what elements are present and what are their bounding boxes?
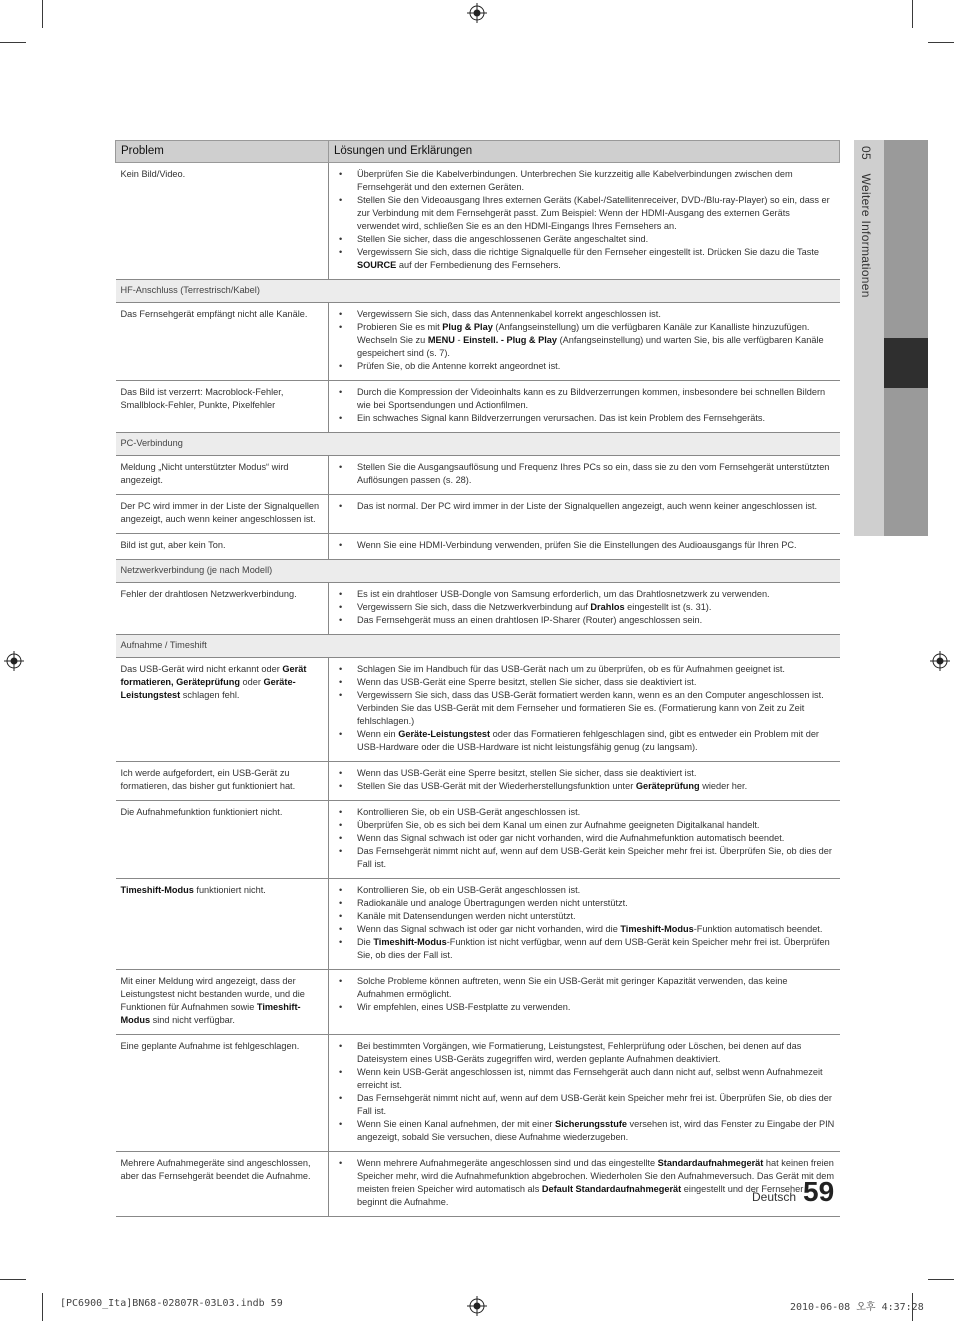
column-header-solutions: Lösungen und Erklärungen (329, 141, 840, 163)
table-row (116, 534, 840, 560)
solution-cell (329, 303, 840, 381)
solution-list (335, 1040, 835, 1144)
solution-item (335, 500, 835, 513)
text-run: (Anfangseinstellung) und warten Sie, bis alle verfügbaren Kanäle gespeichert sind (s. 7). (357, 335, 824, 358)
solution-item (335, 845, 835, 871)
text-run: Überprüfen Sie, ob es sich bei dem Kanal um einen zur Aufnahme geeigneten Digitalkanal handelt. (357, 820, 760, 830)
problem-cell (116, 495, 329, 534)
text-run: (Anfangseinstellung) um die verfügbaren Kanäle zur Kanalliste hinzuzufügen. Wechseln Sie zu (357, 322, 810, 345)
registration-mark-icon (930, 651, 950, 671)
text-run: Das Bild ist verzerrt: Macroblock-Fehler, Smallblock-Fehler, Punkte, Pixelfehler (120, 387, 284, 410)
text-run: Vergewissern Sie sich, dass die Netzwerkverbindung auf (357, 602, 591, 612)
solution-item (335, 360, 835, 373)
table-row (116, 801, 840, 879)
solution-cell (329, 1035, 840, 1152)
solution-item (335, 806, 835, 819)
section-label: PC-Verbindung (116, 433, 840, 456)
solution-cell (329, 583, 840, 635)
solution-cell (329, 762, 840, 801)
problem-cell (116, 163, 329, 280)
bold-term: Sicherungsstufe (555, 1119, 627, 1129)
solution-list (335, 884, 835, 962)
bold-term: Geräte-Leistungstest (398, 729, 491, 739)
table-row (116, 303, 840, 381)
text-run: Schlagen Sie im Handbuch für das USB-Gerät nach um zu überprüfen, ob es für Aufnahmen geeignet ist. (357, 664, 785, 674)
solution-item (335, 780, 835, 793)
problem-cell (116, 879, 329, 970)
section-label: Aufnahme / Timeshift (116, 635, 840, 658)
text-run: Kontrollieren Sie, ob ein USB-Gerät angeschlossen ist. (357, 807, 581, 817)
problem-cell (116, 456, 329, 495)
text-run: Es ist ein drahtloser USB-Dongle von Samsung erforderlich, um das Drahtlosnetzwerk zu verwenden. (357, 589, 770, 599)
solution-item (335, 588, 835, 601)
text-run: -Funktion automatisch beendet. (693, 924, 823, 934)
chapter-title: Weitere Informationen (859, 173, 873, 298)
text-run: Die Aufnahmefunktion funktioniert nicht. (120, 807, 283, 817)
bold-term: Drahlos (590, 602, 625, 612)
text-run: Wenn mehrere Aufnahmegeräte angeschlossen sind und das eingestellte (357, 1158, 658, 1168)
text-run: Vergewissern Sie sich, dass das USB-Gerät formatiert werden kann, wenn es an den Computer angeschlossen ist. Verbinden Sie das USB-Gerät mit dem Fernseher und formatieren Sie es. (Formatierung kann von Zeit zu Zeit fehlschlagen.) (357, 690, 824, 726)
section-row (116, 280, 840, 303)
text-run: Wir empfehlen, eines USB-Festplatte zu verwenden. (357, 1002, 571, 1012)
print-file-info: [PC6900_Ita]BN68-02807R-03L03.indb 59 (60, 1298, 283, 1309)
text-run: Radiokanäle und analoge Übertragungen werden nicht unterstützt. (357, 898, 628, 908)
text-run: Das Fernsehgerät nimmt nicht auf, wenn auf dem USB-Gerät kein Speicher mehr frei ist. Überprüfen Sie, ob dies der Fall ist. (357, 1093, 832, 1116)
solution-item (335, 233, 835, 246)
bold-term: MENU (427, 335, 455, 345)
solution-item (335, 1092, 835, 1118)
text-run: eingestellt und der Fernseher beginnt die Aufnahme. (357, 1184, 804, 1207)
text-run: Wenn das Signal schwach ist oder gar nicht vorhanden, wird die Aufnahmefunktion automatisch beendet. (357, 833, 785, 843)
solution-list (335, 500, 835, 513)
solution-item (335, 461, 835, 487)
text-run: schlagen fehl. (180, 690, 240, 700)
solution-item (335, 1066, 835, 1092)
table-row (116, 583, 840, 635)
solution-cell (329, 495, 840, 534)
column-header-problem: Problem (116, 141, 329, 163)
solution-list (335, 386, 835, 425)
bold-term: Geräteprüfung (635, 781, 700, 791)
text-run: hat keinen freien Speicher mehr, wird die Aufnahmefunktion abgebrochen. Wiederholen Sie den Aufnahmeversuch. Das Gerät mit dem meisten freien Speicher wird automatisch als (357, 1158, 834, 1194)
text-run: Stellen Sie den Videoausgang Ihres externen Geräts (Kabel-/Satellitenreceiver, DVD-/Blu-ray-Player) so ein, dass er zur Verbindung mit dem Fernsehgerät passt. Zum Beispiel: Wenn der HDMI-Ausgang des externen Geräts verwendet wird, schließen Sie es an den HDMI-Eingangs Ihres Fernsehers an. (357, 195, 830, 231)
bold-term: Standardaufnahmegerät (657, 1158, 764, 1168)
solution-item (335, 1118, 835, 1144)
text-run: Wenn Sie eine HDMI-Verbindung verwenden, prüfen Sie die Einstellungen des Audioausgangs für Ihren PC. (357, 540, 797, 550)
text-run: Meldung „Nicht unterstützter Modus“ wird angezeigt. (120, 462, 289, 485)
crop-mark (0, 42, 26, 43)
text-run: Durch die Kompression der Videoinhalts kann es zu Bildverzerrungen kommen, insbesondere bei schnellen Bildern wie bei Sportsendungen und Actionfilmen. (357, 387, 826, 410)
solution-list (335, 308, 835, 373)
solution-item (335, 386, 835, 412)
bold-term: Gerät formatieren, Geräteprüfung (120, 664, 307, 687)
solution-item (335, 884, 835, 897)
crop-mark (42, 1293, 43, 1321)
text-run: Vergewissern Sie sich, dass die richtige Signalquelle für den Fernseher eingestellt ist. Drücken Sie dazu die Taste (357, 247, 820, 257)
solution-cell (329, 456, 840, 495)
text-run: - (454, 335, 464, 345)
text-run: Eine geplante Aufnahme ist fehlgeschlagen. (120, 1041, 300, 1051)
table-row (116, 381, 840, 433)
table-row (116, 879, 840, 970)
text-run: auf der Fernbedienung des Fernsehers. (396, 260, 561, 270)
text-run: Kontrollieren Sie, ob ein USB-Gerät angeschlossen ist. (357, 885, 581, 895)
text-run: Ein schwaches Signal kann Bildverzerrungen verursachen. Das ist kein Problem des Fernsehgeräts. (357, 413, 766, 423)
print-date-info: 2010-06-08 오후 4:37:28 (790, 1302, 924, 1313)
problem-cell (116, 801, 329, 879)
chapter-tab-marker (884, 338, 928, 388)
text-run: Vergewissern Sie sich, dass das Antennenkabel korrekt angeschlossen ist. (357, 309, 661, 319)
table-row (116, 1152, 840, 1217)
text-run: Das ist normal. Der PC wird immer in der Liste der Signalquellen angezeigt, auch wenn keiner angeschlossen ist. (357, 501, 818, 511)
text-run: Überprüfen Sie die Kabelverbindungen. Unterbrechen Sie kurzzeitig alle Kabelverbindungen zwischen dem Fernsehgerät und den externen Geräten. (357, 169, 793, 192)
solution-cell (329, 658, 840, 762)
solution-cell (329, 1152, 840, 1217)
solution-item (335, 975, 835, 1001)
problem-cell (116, 1035, 329, 1152)
solution-list (335, 767, 835, 793)
text-run: Mehrere Aufnahmegeräte sind angeschlossen, aber das Fernsehgerät beendet die Aufnahme. (120, 1158, 311, 1181)
text-run: Stellen Sie die Ausgangsauflösung und Frequenz Ihres PCs so ein, dass sie zu den vom Fernsehgerät unterstützten Auflösungen passen (s. 28). (357, 462, 830, 485)
solution-list (335, 461, 835, 487)
solution-item (335, 539, 835, 552)
text-run: Das USB-Gerät wird nicht erkannt oder (120, 664, 283, 674)
text-run: Das Fernsehgerät nimmt nicht auf, wenn auf dem USB-Gerät kein Speicher mehr frei ist. Überprüfen Sie, ob dies der Fall ist. (357, 846, 832, 869)
solution-item (335, 412, 835, 425)
solution-cell (329, 381, 840, 433)
problem-cell (116, 762, 329, 801)
text-run: oder das Formatieren fehlgeschlagen sind, gibt es entweder ein Problem mit der USB-Hardware oder die USB-Hardware ist nicht leistungsfähig genug (zu langsam). (357, 729, 819, 752)
problem-cell (116, 1152, 329, 1217)
crop-mark (928, 42, 954, 43)
text-run: Kein Bild/Video. (120, 169, 186, 179)
text-run: sind nicht verfügbar. (150, 1015, 235, 1025)
crop-mark (912, 0, 913, 28)
bold-term: Timeshift-Modus (120, 1002, 301, 1025)
solution-item (335, 168, 835, 194)
section-row (116, 560, 840, 583)
section-row (116, 433, 840, 456)
solution-list (335, 806, 835, 871)
solution-cell (329, 163, 840, 280)
text-run: wieder her. (699, 781, 748, 791)
solution-item (335, 321, 835, 360)
bold-term: Default Standardaufnahmegerät (541, 1184, 682, 1194)
table-row (116, 456, 840, 495)
bold-term: Geräte-Leistungstest (120, 677, 296, 700)
text-run: Solche Probleme können auftreten, wenn Sie ein USB-Gerät mit geringer Kapazität verwenden, das keine Aufnahmen ermöglicht. (357, 976, 788, 999)
bold-term: SOURCE (357, 260, 397, 270)
solution-item (335, 614, 835, 627)
text-run: Wenn das USB-Gerät eine Sperre besitzt, stellen Sie sicher, dass sie deaktiviert ist. (357, 677, 697, 687)
bold-term: Einstell. - Plug & Play (463, 335, 558, 345)
solution-item (335, 1001, 835, 1014)
table-row (116, 658, 840, 762)
text-run: Bei bestimmten Vorgängen, wie Formatierung, Leistungstest, Fehlerprüfung oder Löschen, bei denen auf das Dateisystem eines USB-Geräts zugegriffen wird, werden geplante Aufnahmen deaktiviert. (357, 1041, 802, 1064)
problem-cell (116, 303, 329, 381)
text-run: oder (239, 677, 264, 687)
text-run: Das Fernsehgerät muss an einen drahtlosen IP-Sharer (Router) angeschlossen sein. (357, 615, 703, 625)
table-row (116, 163, 840, 280)
solution-item (335, 194, 835, 233)
crop-mark (928, 1279, 954, 1280)
problem-cell (116, 658, 329, 762)
solution-item (335, 663, 835, 676)
text-run: versehen ist, wird das Fenster zu Eingabe der PIN angezeigt, sobald Sie versuchen, diese Aufnahme wiederzugeben. (357, 1119, 835, 1142)
chapter-number: 05 (859, 146, 873, 160)
text-run: eingestellt ist (s. 31). (624, 602, 712, 612)
table-header-row (116, 141, 840, 163)
text-run: Ich werde aufgefordert, ein USB-Gerät zu formatieren, das bisher gut funktioniert hat. (120, 768, 296, 791)
solution-cell (329, 534, 840, 560)
page-language: Deutsch (752, 1190, 797, 1204)
text-run: Der PC wird immer in der Liste der Signalquellen angezeigt, auch wenn keiner angeschlossen ist. (120, 501, 320, 524)
registration-mark-icon (4, 651, 24, 671)
solution-item (335, 923, 835, 936)
crop-mark (42, 0, 43, 28)
text-run: Bild ist gut, aber kein Ton. (120, 540, 226, 550)
solution-item (335, 832, 835, 845)
solution-item (335, 936, 835, 962)
chapter-label (859, 146, 873, 298)
solution-cell (329, 801, 840, 879)
text-run: Mit einer Meldung wird angezeigt, dass der Leistungstest nicht bestanden wurde, und die Funktionen für Aufnahmen sowie (120, 976, 305, 1012)
problem-cell (116, 381, 329, 433)
bold-term: Timeshift-Modus (620, 924, 694, 934)
text-run: Wenn Sie einen Kanal aufnehmen, der mit einer (357, 1119, 555, 1129)
problem-cell (116, 970, 329, 1035)
section-row (116, 635, 840, 658)
registration-mark-icon (467, 3, 487, 23)
solution-item (335, 819, 835, 832)
text-run: funktioniert nicht. (193, 885, 266, 895)
solution-list (335, 975, 835, 1014)
solution-item (335, 689, 835, 728)
solution-list (335, 663, 835, 754)
text-run: Prüfen Sie, ob die Antenne korrekt angeordnet ist. (357, 361, 561, 371)
crop-mark (0, 1279, 26, 1280)
text-run: -Funktion ist nicht verfügbar, wenn auf dem USB-Gerät kein Speicher mehr frei ist. Überprüfen Sie, ob dies der Fall ist. (357, 937, 830, 960)
solution-item (335, 601, 835, 614)
bold-term: Timeshift-Modus (120, 885, 194, 895)
page-number: 59 (803, 1176, 835, 1207)
solution-item (335, 676, 835, 689)
table-row (116, 495, 840, 534)
table-row (116, 970, 840, 1035)
solution-item (335, 767, 835, 780)
solution-list (335, 539, 835, 552)
section-label: Netzwerkverbindung (je nach Modell) (116, 560, 840, 583)
troubleshooting-table (115, 140, 840, 1217)
solution-cell (329, 970, 840, 1035)
problem-cell (116, 583, 329, 635)
text-run: Wenn kein USB-Gerät angeschlossen ist, nimmt das Fernsehgerät auch dann nicht auf, selbst wenn Aufnahmezeit erreicht ist. (357, 1067, 823, 1090)
text-run: Das Fernsehgerät empfängt nicht alle Kanäle. (120, 309, 308, 319)
text-run: Die (357, 937, 374, 947)
solution-item (335, 910, 835, 923)
solution-list (335, 588, 835, 627)
text-run: Fehler der drahtlosen Netzwerkverbindung. (120, 589, 297, 599)
table-row (116, 762, 840, 801)
text-run: Wenn ein (357, 729, 399, 739)
solution-item (335, 897, 835, 910)
text-run: Probieren Sie es mit (357, 322, 443, 332)
solution-item (335, 728, 835, 754)
problem-cell (116, 534, 329, 560)
table-body (116, 163, 840, 1217)
registration-mark-icon (467, 1296, 487, 1316)
section-label: HF-Anschluss (Terrestrisch/Kabel) (116, 280, 840, 303)
solution-item (335, 308, 835, 321)
solution-item (335, 246, 835, 272)
text-run: Wenn das USB-Gerät eine Sperre besitzt, stellen Sie sicher, dass sie deaktiviert ist. (357, 768, 697, 778)
text-run: Wenn das Signal schwach ist oder gar nicht vorhanden, wird die (357, 924, 621, 934)
bold-term: Plug & Play (442, 322, 493, 332)
solution-item (335, 1040, 835, 1066)
solution-list (335, 168, 835, 272)
solution-cell (329, 879, 840, 970)
text-run: Stellen Sie sicher, dass die angeschlossenen Geräte angeschaltet sind. (357, 234, 649, 244)
table-row (116, 1035, 840, 1152)
text-run: Kanäle mit Datensendungen werden nicht unterstützt. (357, 911, 576, 921)
bold-term: Timeshift-Modus (373, 937, 447, 947)
text-run: Stellen Sie das USB-Gerät mit der Wiederherstellungsfunktion unter (357, 781, 636, 791)
